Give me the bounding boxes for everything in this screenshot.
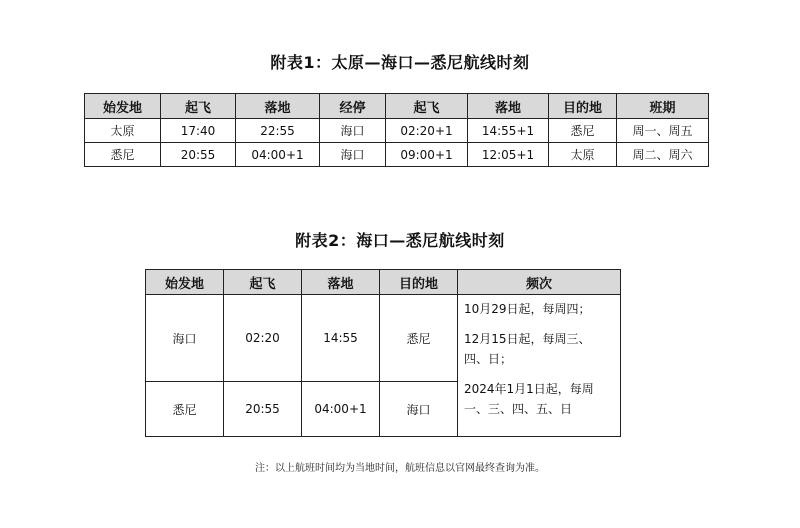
table-cell: 海口 [380, 382, 458, 437]
col-header-arrive-2: 落地 [468, 94, 549, 119]
table-cell: 02:20+1 [386, 119, 468, 143]
col-header-schedule: 班期 [617, 94, 709, 119]
table-cell: 09:00+1 [386, 143, 468, 167]
table-cell: 太原 [549, 143, 617, 167]
table-cell: 悉尼 [146, 382, 224, 437]
col-header-origin: 始发地 [146, 270, 224, 295]
table-cell: 悉尼 [549, 119, 617, 143]
schedule-table-2 [145, 269, 621, 437]
col-header-arrive: 落地 [236, 94, 320, 119]
table-cell: 海口 [320, 119, 386, 143]
table-cell: 20:55 [161, 143, 236, 167]
frequency-line: 2024年1月1日起，每周 [464, 382, 594, 396]
table-header-row [146, 270, 621, 295]
col-header-destination: 目的地 [549, 94, 617, 119]
table-cell: 02:20 [224, 295, 302, 382]
table-cell: 太原 [85, 119, 161, 143]
table-cell: 周二、周六 [617, 143, 709, 167]
frequency-line: 12月15日起，每周三、 [464, 332, 591, 346]
table-cell: 12:05+1 [468, 143, 549, 167]
table-cell: 17:40 [161, 119, 236, 143]
schedule-table-1 [84, 93, 709, 167]
table2-title: 附表2：海口—悉尼航线时刻 [295, 231, 505, 250]
col-header-depart: 起飞 [224, 270, 302, 295]
table1-title: 附表1：太原—海口—悉尼航线时刻 [270, 53, 530, 72]
table-header-row [85, 94, 709, 119]
table-cell: 14:55+1 [468, 119, 549, 143]
col-header-origin: 始发地 [85, 94, 161, 119]
table-cell: 海口 [320, 143, 386, 167]
col-header-destination: 目的地 [380, 270, 458, 295]
table-row [85, 143, 709, 167]
col-header-frequency: 频次 [458, 270, 621, 295]
footnote: 注：以上航班时间均为当地时间，航班信息以官网最终查询为准。 [255, 463, 545, 474]
frequency-cell [458, 295, 621, 437]
table-row [146, 295, 621, 382]
frequency-line: 一、三、四、五、日 [464, 402, 573, 416]
table-row [85, 119, 709, 143]
table-cell: 周一、周五 [617, 119, 709, 143]
table-cell: 04:00+1 [236, 143, 320, 167]
table-cell: 海口 [146, 295, 224, 382]
col-header-depart: 起飞 [161, 94, 236, 119]
frequency-line: 四、日； [464, 352, 513, 366]
frequency-line: 10月29日起，每周四； [464, 302, 591, 316]
table-cell: 悉尼 [85, 143, 161, 167]
table-cell: 22:55 [236, 119, 320, 143]
col-header-stopover: 经停 [320, 94, 386, 119]
col-header-arrive: 落地 [302, 270, 380, 295]
table-cell: 04:00+1 [302, 382, 380, 437]
table-cell: 悉尼 [380, 295, 458, 382]
col-header-depart-2: 起飞 [386, 94, 468, 119]
table-cell: 20:55 [224, 382, 302, 437]
table-cell: 14:55 [302, 295, 380, 382]
